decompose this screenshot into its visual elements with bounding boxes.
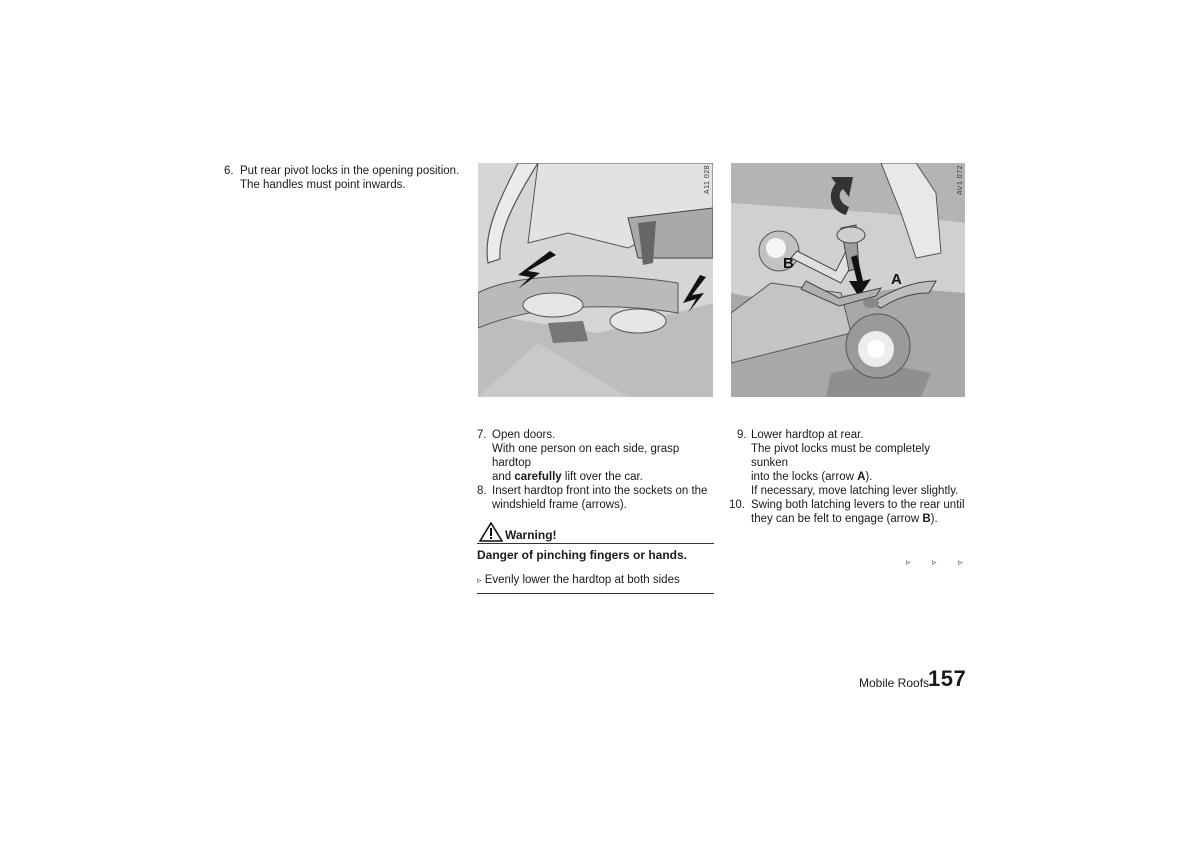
step-9-line-3 — [751, 470, 967, 484]
step-7 — [477, 428, 714, 484]
step-10-arrow-ref: B — [922, 513, 931, 525]
step-9-line-4: If necessary, move latching lever slightly. — [751, 485, 959, 497]
step-10-line-1: Swing both latching levers to the rear until — [751, 499, 965, 511]
warning-bottom-rule — [477, 593, 714, 594]
step-10-line-2-pre: they can be felt to engage (arrow — [751, 513, 923, 525]
step-7-line-2: With one person on each side, grasp hardtop — [492, 443, 680, 469]
continue-arrow-icon-2: ▹ — [932, 557, 937, 567]
step-6-line-1: Put rear pivot locks in the opening position. — [240, 165, 460, 177]
figure-label-b: B — [783, 255, 794, 272]
step-7-emphasis: carefully — [514, 471, 562, 483]
warning-triangle-icon — [479, 522, 503, 542]
step-9-line-3-pre: into the locks (arrow — [751, 471, 858, 483]
page-number: 157 — [928, 666, 967, 691]
rear-pivot-lock-illustration — [731, 163, 965, 397]
step-8-number: 8. — [477, 485, 487, 497]
warning-bullet — [477, 573, 714, 587]
step-7-line-3-post: lift over the car. — [561, 471, 643, 483]
step-9-line-3-post: ). — [865, 471, 873, 483]
step-7-line-3-pre: and — [492, 471, 515, 483]
step-6 — [224, 164, 464, 192]
step-7-line-3 — [492, 470, 714, 484]
step-8-line-1: Insert hardtop front into the sockets on the — [492, 485, 708, 497]
hardtop-windshield-figure — [478, 163, 713, 397]
step-10-line-2 — [751, 512, 967, 526]
figure-2-code: AV1 072 — [957, 165, 964, 195]
step-9-number: 9. — [737, 429, 747, 441]
footer-section-title: Mobile Roofs — [859, 676, 930, 690]
rear-pivot-lock-figure — [731, 163, 965, 397]
warning-heading: Danger of pinching fingers or hands. — [477, 548, 688, 562]
warning-bullet-text: Evenly lower the hardtop at both sides — [484, 574, 680, 586]
warning-top-rule — [477, 543, 714, 544]
step-9-arrow-ref: A — [857, 471, 866, 483]
bullet-arrow-icon: ▹ — [477, 575, 482, 585]
hardtop-windshield-illustration — [478, 163, 713, 397]
step-7-number: 7. — [477, 429, 487, 441]
step-9-line-1: Lower hardtop at rear. — [751, 429, 864, 441]
step-9-line-2: The pivot locks must be completely sunken — [751, 443, 930, 469]
step-8 — [477, 484, 714, 512]
continue-arrow-icon-3: ▹ — [958, 557, 963, 567]
step-10 — [729, 498, 967, 526]
warning-header — [477, 522, 714, 542]
step-8-line-2: windshield frame (arrows). — [492, 499, 627, 511]
step-10-line-2-post: ). — [930, 513, 938, 525]
step-6-number: 6. — [224, 165, 234, 177]
step-7-line-1: Open doors. — [492, 429, 556, 441]
figure-label-a: A — [891, 271, 902, 288]
step-10-number: 10. — [729, 499, 745, 511]
warning-title: Warning! — [505, 528, 557, 542]
step-6-line-2: The handles must point inwards. — [240, 179, 406, 191]
continue-arrow-icon-1: ▹ — [906, 557, 911, 567]
step-9 — [737, 428, 967, 498]
figure-1-code: A11 028 — [704, 165, 711, 195]
